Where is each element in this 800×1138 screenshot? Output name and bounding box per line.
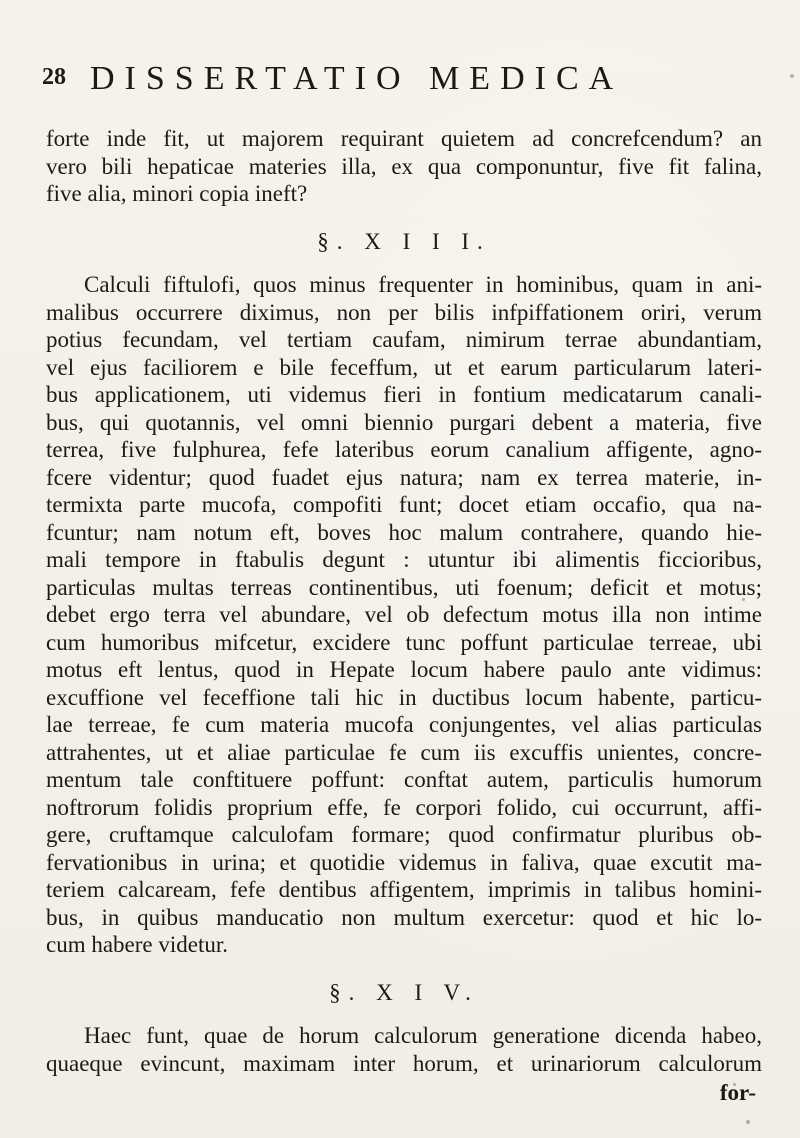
text-line: lae terreae, fe cum materia mucofa conjungentes, vel alias particulas	[46, 712, 762, 737]
text-block	[46, 125, 762, 1077]
text-line: particulas multas terreas continentibus, uti foenum; deficit et motus;	[46, 574, 762, 600]
text-line: cum habere videtur.	[46, 932, 229, 957]
paper-speck	[742, 598, 745, 601]
text-line: forte inde fit, ut majorem requirant quietem ad concrefcendum? an	[46, 126, 762, 151]
page-number: 28	[42, 64, 66, 90]
running-head: DISSERTATIO MEDICA	[90, 60, 624, 97]
page-header	[42, 60, 760, 100]
intro-paragraph	[46, 125, 762, 208]
text-line: fcuntur; nam notum eft, boves hoc malum contrahere, quando hie-	[46, 519, 762, 545]
text-line: motus eft lentus, quod in Hepate locum habere paulo ante vidimus:	[46, 657, 762, 682]
text-line: fcere videntur; quod fuadet ejus natura; nam ex terrea materie, in-	[46, 464, 762, 490]
text-line: cum humoribus mifcetur, excidere tunc poffunt particulae terreae, ubi	[46, 629, 762, 655]
text-line: fervationibus in urina; et quotidie videmus in faliva, quae excutit ma-	[46, 849, 762, 875]
text-line: potius fecundam, vel tertiam caufam, nimirum terrae abundantiam,	[46, 327, 762, 352]
paper-speck	[746, 1120, 750, 1124]
text-line: noftrorum folidis proprium effe, fe corpori folido, cui occurrunt, affi-	[46, 794, 762, 820]
text-line: mali tempore in ftabulis degunt : utuntur ibi alimentis ficcioribus,	[46, 547, 762, 572]
text-line: bus applicationem, uti videmus fieri in fontium medicatarum canali-	[46, 382, 762, 407]
text-line: termixta parte mucofa, compofiti funt; docet etiam occafio, qua na-	[46, 492, 762, 517]
text-line: gere, cruftamque calculofam formare; quod confirmatur pluribus ob-	[46, 822, 762, 847]
text-line: Haec funt, quae de horum calculorum generatione dicenda habeo,	[84, 1023, 762, 1048]
text-line: mentum tale conftituere poffunt: conftat autem, particulis humorum	[46, 767, 762, 792]
text-line: five alia, minori copia ineft?	[46, 181, 308, 206]
text-line: bus, qui quotannis, vel omni biennio purgari debent a materia, five	[46, 409, 762, 435]
paper-speck	[733, 1083, 736, 1086]
paper-speck	[790, 74, 794, 78]
text-line: quaeque evincunt, maximam inter horum, et urinariorum calculorum	[46, 1050, 762, 1076]
text-line: terrea, five fulphurea, fefe lateribus eorum canalium affigente, agno-	[46, 437, 762, 462]
text-line: vel ejus faciliorem e bile feceffum, ut et earum particularum lateri-	[46, 354, 762, 380]
catchword: for-	[719, 1080, 756, 1105]
text-line: bus, in quibus manducatio non multum exercetur: quod et hic lo-	[46, 904, 762, 930]
text-line: malibus occurrere diximus, non per bilis infpiffationem oriri, verum	[46, 299, 762, 325]
text-line: excuffione vel feceffione tali hic in ductibus locum habente, particu-	[46, 684, 762, 710]
section-heading-13: §. X I I I.	[317, 228, 491, 254]
text-line: Calculi fiftulofi, quos minus frequenter in hominibus, quam in ani-	[84, 272, 762, 297]
section-heading-14: §. X I V.	[329, 979, 479, 1005]
text-line: attrahentes, ut et aliae particulae fe cum iis excuffis unientes, concre-	[46, 739, 762, 765]
section-13-paragraph	[46, 271, 762, 959]
text-line: debet ergo terra vel abundare, vel ob defectum motus illa non intime	[46, 602, 762, 627]
text-line: teriem calcaream, fefe dentibus affigentem, imprimis in talibus homini-	[46, 877, 762, 902]
section-14-paragraph	[46, 1022, 762, 1077]
text-line: vero bili hepaticae materies illa, ex qua componuntur, five fit falina,	[46, 153, 762, 179]
